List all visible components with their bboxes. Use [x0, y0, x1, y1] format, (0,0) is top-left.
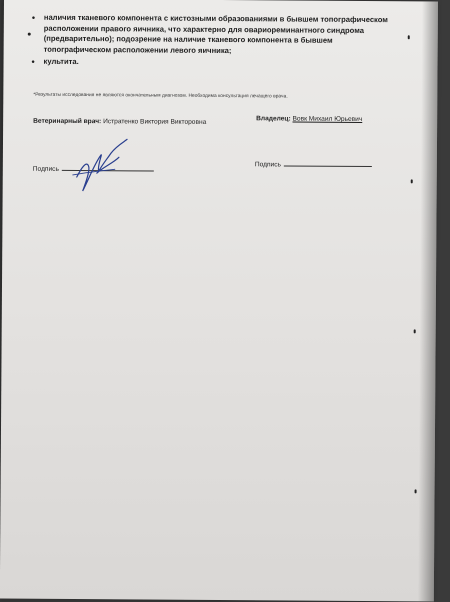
owner-line	[256, 115, 362, 123]
margin-mark	[411, 179, 413, 183]
veterinarian-label: Ветеринарный врач:	[33, 117, 102, 126]
handwritten-signature	[67, 137, 137, 197]
veterinarian-name: Истратенко Виктория Викторовна	[103, 118, 207, 126]
margin-mark	[414, 329, 416, 333]
veterinarian-line	[33, 118, 206, 126]
margin-mark	[415, 489, 417, 493]
margin-dot	[28, 33, 31, 36]
signature-underline	[284, 160, 372, 167]
signature-label: Подпись	[254, 161, 281, 169]
finding-item: • наличия тканевого компонента с кистозными образованиями в бывшем топографическом расположении правого яичника, что характерно для овариореминантного синдрома (предварительно); подозрение на наличие тканевого компонента в бывшем топографическом расположении левого яичника;	[32, 13, 402, 58]
owner-label: Владелец:	[256, 115, 291, 123]
owner-signature-line	[255, 160, 372, 169]
finding-item: • культита.	[32, 57, 402, 70]
signature-label: Подпись	[32, 165, 59, 173]
findings-list	[32, 13, 402, 70]
disclaimer-note: *Результаты исследования не являются окончательным диагнозом. Необходима консультация лечащего врача.	[33, 92, 288, 100]
page-edge-shadow	[418, 1, 438, 601]
margin-mark	[408, 35, 410, 39]
owner-name: Вовк Михаил Юрьевич	[292, 115, 363, 123]
